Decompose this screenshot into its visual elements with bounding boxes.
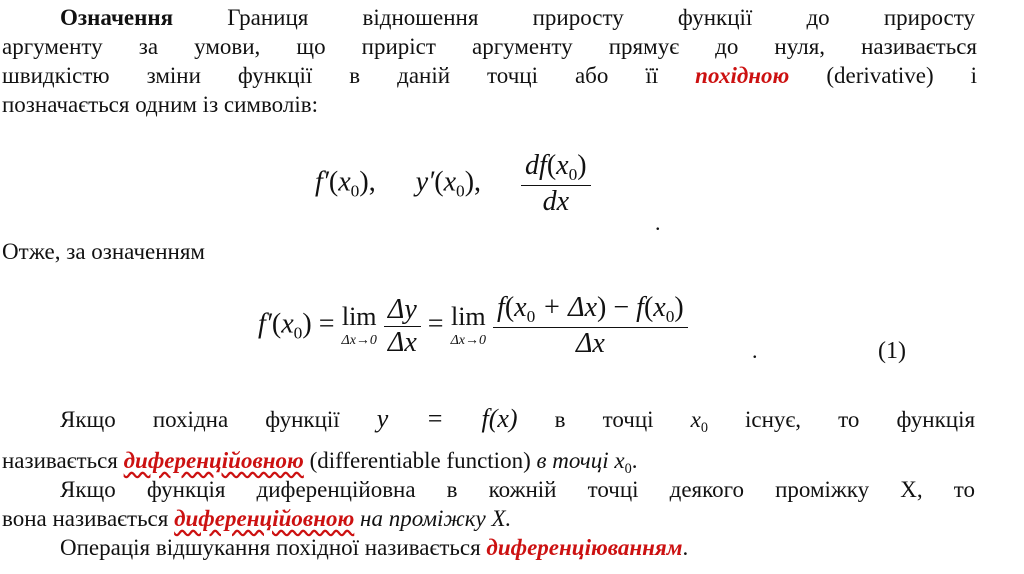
definition-text-3b: (derivative) і <box>826 63 978 88</box>
point-x0-2: $x_0$ <box>614 448 632 477</box>
definition-text-1: Границя відношення приросту функції до приросту <box>227 5 976 30</box>
interval-line-1: Якщо функція диференційовна в кожній точці деякого проміжку X, то <box>60 477 975 502</box>
formula-equals-2: = <box>427 308 444 340</box>
point-x0: $x_0$ <box>690 407 708 436</box>
differentiation-line: Операція відшукання похідної називається диференціюванням. <box>60 535 689 560</box>
formula-fraction-2: $\frac{f(x_0 + \Delta x) - f(x_0)}{\Delta x}$ <box>493 292 688 360</box>
formula-limit-2: lim Δx→0 <box>450 302 487 349</box>
definition-term: Означення <box>60 5 174 30</box>
definition-text-4: позначається одним із символів: <box>2 92 318 117</box>
interval-line-2: вона називається диференційовною на проміжку X. <box>2 506 512 531</box>
equation-number: (1) <box>878 338 906 364</box>
differentiable-term-2: диференційовною <box>174 506 355 531</box>
definition-line-2 <box>2 33 977 60</box>
definition-line-4 <box>2 91 977 118</box>
notation-period: . <box>655 210 661 235</box>
function-expression: y = f(x) <box>376 404 518 433</box>
therefore-line <box>2 238 977 265</box>
differentiable-line-1: Якщо похідна функції y = f(x) в точці $x_0$ існує, то функція <box>60 404 976 436</box>
definition-line-3 <box>2 62 977 89</box>
formula-equals-1: = <box>318 308 335 340</box>
definition-line-1 <box>60 4 975 31</box>
differentiable-term-1: диференційовною <box>123 448 304 473</box>
formula-limit-1: lim Δx→0 <box>341 302 377 349</box>
definition-text-3: швидкістю зміни функції в даній точці або її <box>2 63 659 88</box>
notation-dfdx-fraction: $\frac{df(x_0)}{dx}$ <box>521 150 591 218</box>
differentiable-line-2: називається диференційовною (differentiable function) в точці $x_0$. <box>2 448 638 477</box>
formula-period: . <box>752 338 758 363</box>
definition-text-2: аргументу за умови, що приріст аргументу прямує до нуля, називається <box>2 34 977 59</box>
derivative-term: похідною <box>695 63 790 88</box>
derivative-formula: $f'(x_0)$ = lim Δx→0 $\frac{\Delta y}{\Delta x}$ = lim Δx→0 $\frac{f(x_0 + \Delta x) - f(x_0)}{\Delta x}$ <box>258 292 688 360</box>
notation-y-prime: y′ <box>415 166 435 198</box>
formula-fraction-1: $\frac{\Delta y}{\Delta x}$ <box>384 294 421 359</box>
therefore-text: Отже, за означенням <box>2 239 205 264</box>
notation-f-prime: f′ <box>315 166 329 198</box>
formula-lhs: f′ <box>258 308 272 340</box>
differentiation-term: диференціюванням <box>486 535 683 560</box>
notation-symbols: $f'(x_0)$, $y'(x_0)$, $\frac{df(x_0)}{dx}$ <box>315 150 591 218</box>
